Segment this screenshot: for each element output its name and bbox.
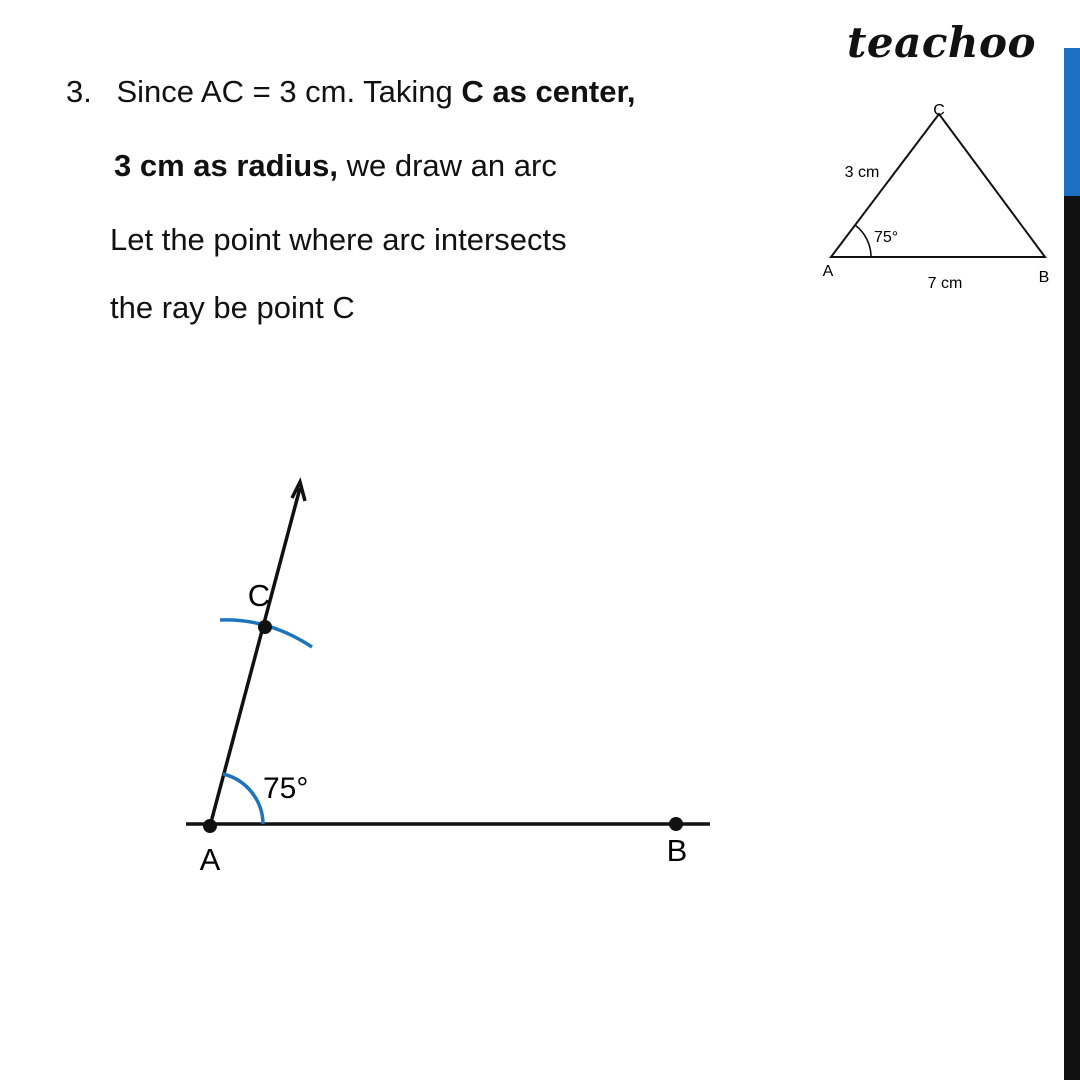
- point-b-label: B: [666, 833, 688, 868]
- reference-vertex-b: B: [1038, 269, 1050, 286]
- step-line-4: the ray be point C: [110, 290, 355, 325]
- teachoo-logo: teachoo: [847, 18, 1036, 67]
- reference-side-ab-label: 7 cm: [927, 275, 963, 292]
- step-line-2-rest: we draw an arc: [338, 148, 557, 183]
- step-line-2-bold: 3 cm as radius,: [114, 148, 339, 183]
- point-c-dot: [258, 620, 272, 634]
- angle-label: 75°: [263, 772, 309, 805]
- step-number: 3.: [66, 74, 92, 109]
- step-line-3: Let the point where arc intersects: [110, 222, 567, 257]
- reference-triangle: [800, 90, 1070, 310]
- side-bar-track: [1064, 196, 1080, 1080]
- reference-vertex-a: A: [822, 263, 834, 280]
- step-line-1: [66, 55, 635, 129]
- construction-diagram: [150, 460, 750, 900]
- point-a-dot: [203, 819, 217, 833]
- point-c-label: C: [247, 578, 271, 613]
- reference-vertex-c: C: [933, 102, 945, 119]
- point-b-dot: [669, 817, 683, 831]
- reference-side-ac-label: 3 cm: [844, 164, 880, 181]
- step-line-1-prefix: Since AC = 3 cm. Taking: [116, 74, 462, 109]
- reference-triangle-outline: [831, 114, 1045, 257]
- angle-arc: [223, 774, 263, 824]
- side-bar-top: [1064, 0, 1080, 48]
- step-line-1-bold: C as center,: [461, 74, 636, 109]
- point-a-label: A: [199, 842, 221, 877]
- reference-angle-arc: [855, 225, 871, 257]
- step-line-2: [114, 129, 557, 203]
- reference-angle-label: 75°: [874, 229, 899, 246]
